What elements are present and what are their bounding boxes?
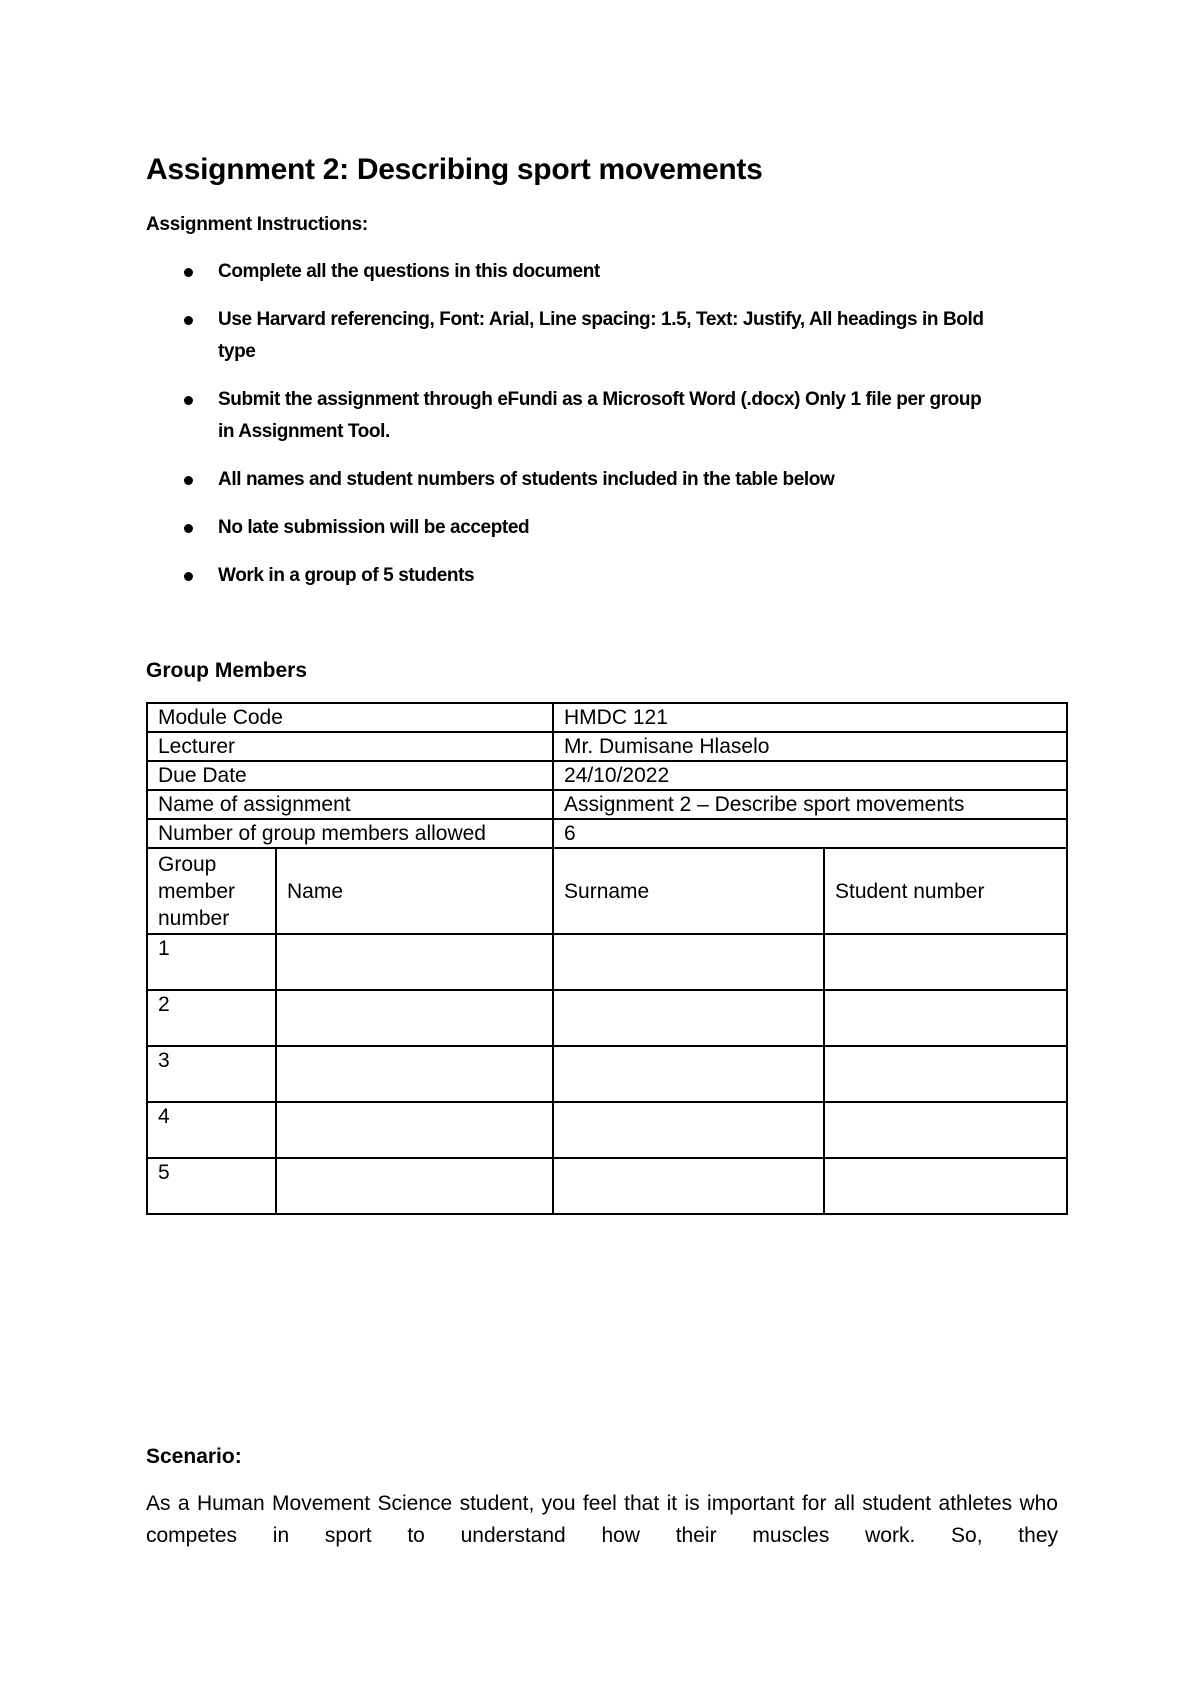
bullet-icon (184, 396, 193, 405)
instruction-item (146, 384, 988, 448)
member-number: 4 (147, 1102, 276, 1158)
member-student-number-cell[interactable] (824, 1102, 1067, 1158)
instruction-text: Use Harvard referencing, Font: Arial, Line spacing: 1.5, Text: Justify, All headings in Bold type (218, 309, 984, 362)
instruction-text: All names and student numbers of students included in the table below (218, 469, 835, 490)
member-surname-cell[interactable] (553, 1046, 824, 1102)
table-row (147, 732, 1067, 761)
column-header-number: Group member number (147, 848, 276, 934)
member-student-number-cell[interactable] (824, 934, 1067, 990)
instruction-text: Work in a group of 5 students (218, 565, 475, 586)
column-header-name: Name (276, 848, 553, 934)
instruction-text: Complete all the questions in this document (218, 261, 600, 282)
instruction-text: Submit the assignment through eFundi as a Microsoft Word (.docx) Only 1 file per group in Assignment Tool. (218, 389, 982, 442)
bullet-icon (184, 524, 193, 533)
info-value: 24/10/2022 (553, 761, 1067, 790)
table-row (147, 703, 1067, 732)
column-header-surname: Surname (553, 848, 824, 934)
member-surname-cell[interactable] (553, 1102, 824, 1158)
info-label: Module Code (147, 703, 553, 732)
member-name-cell[interactable] (276, 1102, 553, 1158)
group-members-table (146, 702, 1068, 1215)
member-surname-cell[interactable] (553, 934, 824, 990)
info-value: HMDC 121 (553, 703, 1067, 732)
member-student-number-cell[interactable] (824, 1046, 1067, 1102)
member-student-number-cell[interactable] (824, 1158, 1067, 1214)
info-label: Number of group members allowed (147, 819, 553, 848)
table-header-row (147, 848, 1067, 934)
info-label: Name of assignment (147, 790, 553, 819)
table-row (147, 1046, 1067, 1102)
bullet-icon (184, 476, 193, 485)
bullet-icon (184, 268, 193, 277)
table-row (147, 1102, 1067, 1158)
table-row (147, 934, 1067, 990)
table-row (147, 1158, 1067, 1214)
table-row (147, 990, 1067, 1046)
instruction-item (146, 304, 988, 368)
document-page (146, 0, 1064, 1698)
info-value: Mr. Dumisane Hlaselo (553, 732, 1067, 761)
member-number: 2 (147, 990, 276, 1046)
info-value: Assignment 2 – Describe sport movements (553, 790, 1067, 819)
instructions-heading: Assignment Instructions: (146, 214, 368, 235)
group-members-heading: Group Members (146, 659, 308, 682)
member-name-cell[interactable] (276, 1158, 553, 1214)
member-number: 1 (147, 934, 276, 990)
member-name-cell[interactable] (276, 934, 553, 990)
member-number: 5 (147, 1158, 276, 1214)
info-label: Due Date (147, 761, 553, 790)
table-row (147, 790, 1067, 819)
instruction-item (146, 512, 988, 544)
member-name-cell[interactable] (276, 1046, 553, 1102)
member-surname-cell[interactable] (553, 1158, 824, 1214)
member-surname-cell[interactable] (553, 990, 824, 1046)
instruction-text: No late submission will be accepted (218, 517, 530, 538)
member-number: 3 (147, 1046, 276, 1102)
member-student-number-cell[interactable] (824, 990, 1067, 1046)
bullet-icon (184, 316, 193, 325)
document-title: Assignment 2: Describing sport movements (146, 153, 763, 186)
scenario-heading: Scenario: (146, 1445, 242, 1468)
table-row (147, 819, 1067, 848)
instructions-list (146, 256, 1064, 608)
info-label: Lecturer (147, 732, 553, 761)
scenario-paragraph: As a Human Movement Science student, you feel that it is important for all student athletes who competes in sport to understand how their muscles work. So, they (146, 1492, 1058, 1547)
instruction-item (146, 256, 988, 288)
instruction-item (146, 560, 988, 592)
table-row (147, 761, 1067, 790)
member-name-cell[interactable] (276, 990, 553, 1046)
bullet-icon (184, 572, 193, 581)
instruction-item (146, 464, 988, 496)
info-value: 6 (553, 819, 1067, 848)
column-header-student-number: Student number (824, 848, 1067, 934)
